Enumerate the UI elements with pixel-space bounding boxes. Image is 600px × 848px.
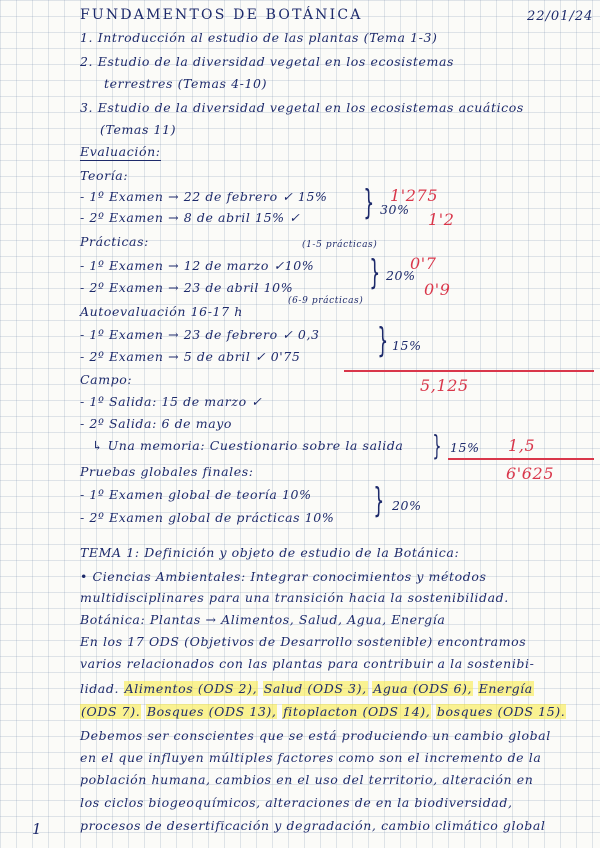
- subtotal-score: 5,125: [420, 376, 469, 395]
- practicas-exam-1: - 1º Examen → 12 de marzo ✓10%: [80, 258, 315, 273]
- campo-score: 1,5: [508, 436, 536, 455]
- tema-rest-2: en el que influyen múltiples factores como son el incremento de la: [80, 750, 542, 765]
- ods-energia-num: (ODS 7).: [81, 704, 141, 719]
- topic-2-cont: terrestres (Temas 4-10): [104, 76, 268, 91]
- ods-row-1: [80, 683, 534, 696]
- autoevaluacion-pct: 15%: [392, 338, 422, 353]
- tema-line-4: En los 17 ODS (Objetivos de Desarrollo sostenible) encontramos: [80, 634, 527, 649]
- teoria-exam-1: - 1º Examen → 22 de febrero ✓ 15%: [80, 189, 328, 204]
- page-date: 22/01/24: [527, 9, 594, 24]
- ods-bosques-15: bosques (ODS 15).: [436, 704, 566, 719]
- topic-2: 2. Estudio de la diversidad vegetal en los ecosistemas: [80, 54, 455, 69]
- topic-3-cont: (Temas 11): [100, 122, 177, 137]
- tema-line-3: Botánica: Plantas → Alimentos, Salud, Agua, Energía: [80, 612, 446, 627]
- autoevaluacion-brace: }: [377, 321, 389, 361]
- topic-1: 1. Introducción al estudio de las plantas (Tema 1-3): [80, 30, 438, 45]
- tema-line-5: varios relacionados con las plantas para contribuir a la sostenibi-: [80, 656, 535, 671]
- ods-energia: Energía: [478, 681, 533, 696]
- campo-pct: 15%: [450, 440, 480, 455]
- teoria-brace: }: [363, 183, 375, 223]
- total-line: [448, 458, 594, 460]
- tema-line-6: lidad.: [80, 681, 120, 696]
- practicas-note-2: (6-9 prácticas): [288, 296, 364, 306]
- ods-fitoplacton: fitoplacton (ODS 14),: [283, 704, 431, 719]
- pruebas-pct: 20%: [392, 498, 422, 513]
- campo-brace: }: [432, 429, 442, 462]
- tema-line-2: multidisciplinares para una transición hacia la sostenibilidad.: [80, 590, 509, 605]
- tema-rest-5: procesos de desertificación y degradación, cambio climático global: [80, 818, 546, 833]
- teoria-exam-2: - 2º Examen → 8 de abril 15% ✓: [80, 210, 301, 225]
- ods-agua: Agua (ODS 6),: [373, 681, 473, 696]
- practicas-label: Prácticas:: [80, 234, 149, 249]
- tema-rest-3: población humana, cambios en el uso del territorio, alteración en: [80, 772, 534, 787]
- ods-row-2: [80, 706, 566, 719]
- campo-label: Campo:: [80, 372, 133, 387]
- pruebas-label: Pruebas globales finales:: [80, 464, 254, 479]
- tema-rest-4: los ciclos biogeoquímicos, alteraciones de en la biodiversidad,: [80, 795, 513, 810]
- campo-salida-2: - 2º Salida: 6 de mayo: [80, 416, 233, 431]
- page-title: FUNDAMENTOS DE BOTÁNICA: [80, 7, 363, 23]
- campo-memoria: ↳ Una memoria: Cuestionario sobre la salida: [92, 438, 404, 453]
- topic-3: 3. Estudio de la diversidad vegetal en los ecosistemas acuáticos: [80, 100, 524, 115]
- teoria-pct: 30%: [380, 202, 410, 217]
- practicas-score-2: 0'9: [424, 280, 451, 299]
- autoevaluacion-exam-2: - 2º Examen → 5 de abril ✓ 0'75: [80, 349, 301, 364]
- practicas-pct: 20%: [386, 268, 416, 283]
- practicas-note-1: (1-5 prácticas): [302, 240, 378, 250]
- pruebas-brace: }: [373, 481, 385, 521]
- teoria-score-1: 1'275: [390, 186, 439, 205]
- evaluacion-heading: Evaluación:: [80, 144, 161, 159]
- campo-salida-1: - 1º Salida: 15 de marzo ✓: [80, 394, 263, 409]
- ods-salud: Salud (ODS 3),: [263, 681, 367, 696]
- tema-line-1: • Ciencias Ambientales: Integrar conocimientos y métodos: [80, 569, 487, 584]
- autoevaluacion-label: Autoevaluación 16-17 h: [80, 304, 243, 319]
- pruebas-exam-2: - 2º Examen global de prácticas 10%: [80, 510, 335, 525]
- page-number: 1: [32, 820, 42, 838]
- pruebas-exam-1: - 1º Examen global de teoría 10%: [80, 487, 312, 502]
- practicas-exam-2: - 2º Examen → 23 de abril 10%: [80, 280, 294, 295]
- ods-alimentos: Alimentos (ODS 2),: [124, 681, 258, 696]
- practicas-score-1: 0'7: [410, 254, 437, 273]
- total-score: 6'625: [506, 464, 555, 483]
- tema-heading: TEMA 1: Definición y objeto de estudio de la Botánica:: [80, 545, 460, 560]
- autoevaluacion-exam-1: - 1º Examen → 23 de febrero ✓ 0,3: [80, 327, 320, 342]
- ods-bosques-13: Bosques (ODS 13),: [146, 704, 277, 719]
- subtotal-line: [344, 370, 594, 372]
- teoria-score-2: 1'2: [428, 210, 455, 229]
- practicas-brace: }: [369, 253, 381, 293]
- tema-rest-1: Debemos ser conscientes que se está produciendo un cambio global: [80, 728, 551, 743]
- teoria-label: Teoría:: [80, 168, 129, 183]
